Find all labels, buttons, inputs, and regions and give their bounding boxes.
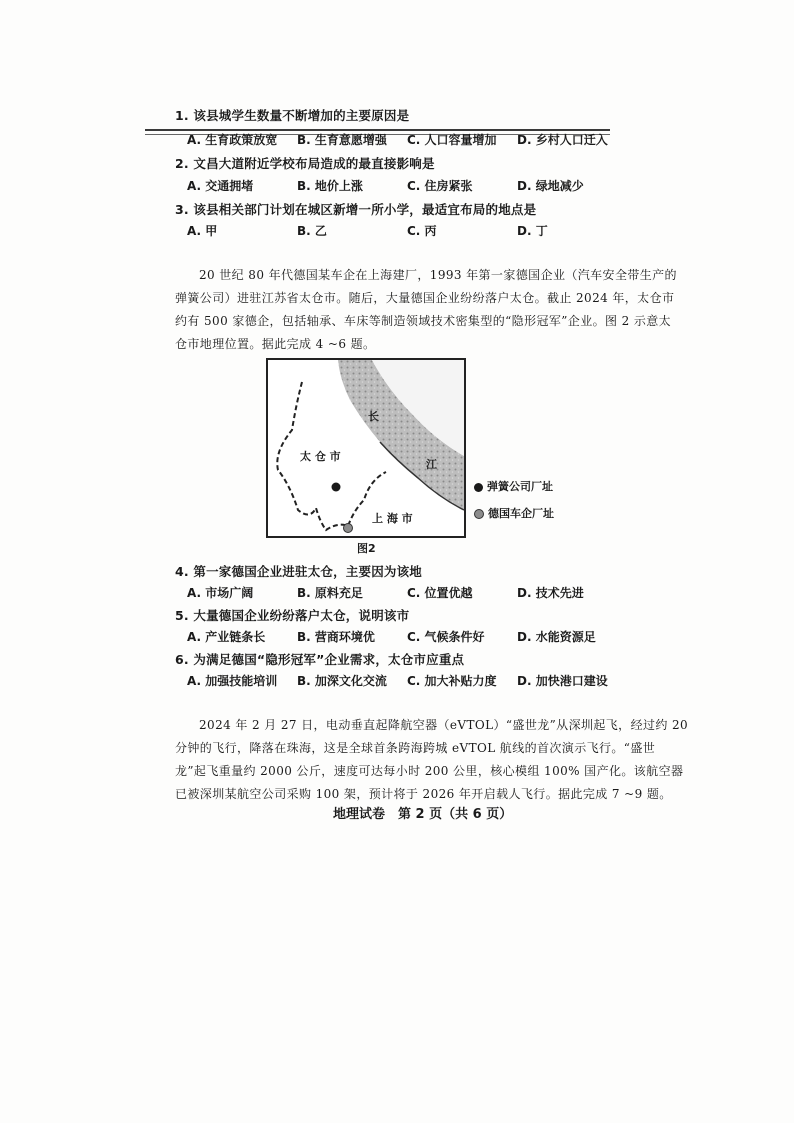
- q3-option-c: C. 丙: [407, 224, 437, 238]
- question-2-title: 2. 文昌大道附近学校布局造成的最直接影响是: [175, 156, 435, 171]
- spring-factory-marker: [332, 483, 341, 492]
- figure-2-label: 图2: [357, 542, 376, 555]
- q4-option-c: C. 位置优越: [407, 586, 473, 600]
- page-footer: 地理试卷 第 2 页（共 6 页）: [333, 807, 513, 822]
- passage-1-line-4: 仓市地理位置。据此完成 4 ~6 题。: [175, 337, 376, 351]
- q4-option-d: D. 技术先进: [517, 586, 584, 600]
- passage-evtol: [175, 714, 689, 806]
- question-1-title: 1. 该县城学生数量不断增加的主要原因是: [175, 108, 410, 123]
- passage-2-line-3: 龙”起飞重量约 2000 公斤，速度可达每小时 200 公里，核心模组 100% 国产化。该航空器: [175, 764, 684, 778]
- legend-car-factory-label: 德国车企厂址: [488, 507, 554, 520]
- q6-option-c: C. 加大补贴力度: [407, 674, 497, 688]
- q3-option-d: D. 丁: [517, 224, 548, 238]
- question-3-title: 3. 该县相关部门计划在城区新增一所小学，最适宜布局的地点是: [175, 202, 537, 217]
- legend-car-factory: [474, 505, 554, 521]
- legend-spring-factory-label: 弹簧公司厂址: [487, 480, 553, 493]
- q5-option-c: C. 气候条件好: [407, 630, 485, 644]
- map-svg: [268, 360, 464, 536]
- q6-option-d: D. 加快港口建设: [517, 674, 608, 688]
- q1-option-b: B. 生育意愿增强: [297, 133, 387, 147]
- taicang-location-map: [266, 358, 466, 538]
- passage-2-line-2: 分钟的飞行，降落在珠海，这是全球首条跨海跨城 eVTOL 航线的首次演示飞行。“盛世: [175, 741, 656, 755]
- q3-option-b: B. 乙: [297, 224, 327, 238]
- q1-option-d: D. 乡村人口迁入: [517, 133, 608, 147]
- q6-option-a: A. 加强技能培训: [187, 674, 278, 688]
- q6-option-b: B. 加深文化交流: [297, 674, 387, 688]
- q5-option-a: A. 产业链条长: [187, 630, 266, 644]
- passage-taicang: [175, 264, 677, 356]
- question-6-title: 6. 为满足德国“隐形冠军”企业需求，太仓市应重点: [175, 652, 465, 667]
- q5-option-d: D. 水能资源足: [517, 630, 596, 644]
- q4-option-a: A. 市场广阔: [187, 586, 254, 600]
- question-4-title: 4. 第一家德国企业进驻太仓，主要因为该地: [175, 564, 422, 579]
- passage-1-line-2: 弹簧公司）进驻江苏省太仓市。随后，大量德国企业纷纷落户太仓。截止 2024 年，太仓市: [175, 291, 675, 305]
- q2-option-a: A. 交通拥堵: [187, 179, 254, 193]
- q2-option-c: C. 住房紧张: [407, 179, 473, 193]
- legend-spring-factory: [474, 478, 553, 494]
- q4-option-b: B. 原料充足: [297, 586, 363, 600]
- chang-label: 长: [368, 410, 379, 423]
- legend-dot-gray: [474, 509, 484, 519]
- question-5-title: 5. 大量德国企业纷纷落户太仓，说明该市: [175, 608, 410, 623]
- q5-option-b: B. 营商环境优: [297, 630, 375, 644]
- taicang-label: 太 仓 市: [300, 450, 341, 463]
- q1-option-a: A. 生育政策放宽: [187, 133, 278, 147]
- passage-2-line-4: 已被深圳某航空公司采购 100 架，预计将于 2026 年开启载人飞行。据此完成 7 ~9 题。: [175, 787, 672, 801]
- shanghai-label: 上 海 市: [372, 512, 413, 525]
- q2-option-d: D. 绿地减少: [517, 179, 584, 193]
- jiang-label: 江: [426, 458, 437, 471]
- passage-1-line-3: 约有 500 家德企，包括轴承、车床等制造领域技术密集型的“隐形冠军”企业。图 2 示意太: [175, 314, 672, 328]
- q1-option-c: C. 人口容量增加: [407, 133, 497, 147]
- legend-dot-black: [474, 483, 483, 492]
- q3-option-a: A. 甲: [187, 224, 218, 238]
- passage-2-line-1: 2024 年 2 月 27 日，电动垂直起降航空器（eVTOL）“盛世龙”从深圳起飞，经过约 20: [199, 718, 689, 732]
- q2-option-b: B. 地价上涨: [297, 179, 363, 193]
- car-factory-marker: [344, 524, 353, 533]
- passage-1-line-1: 20 世纪 80 年代德国某车企在上海建厂，1993 年第一家德国企业（汽车安全带生产的: [199, 268, 677, 282]
